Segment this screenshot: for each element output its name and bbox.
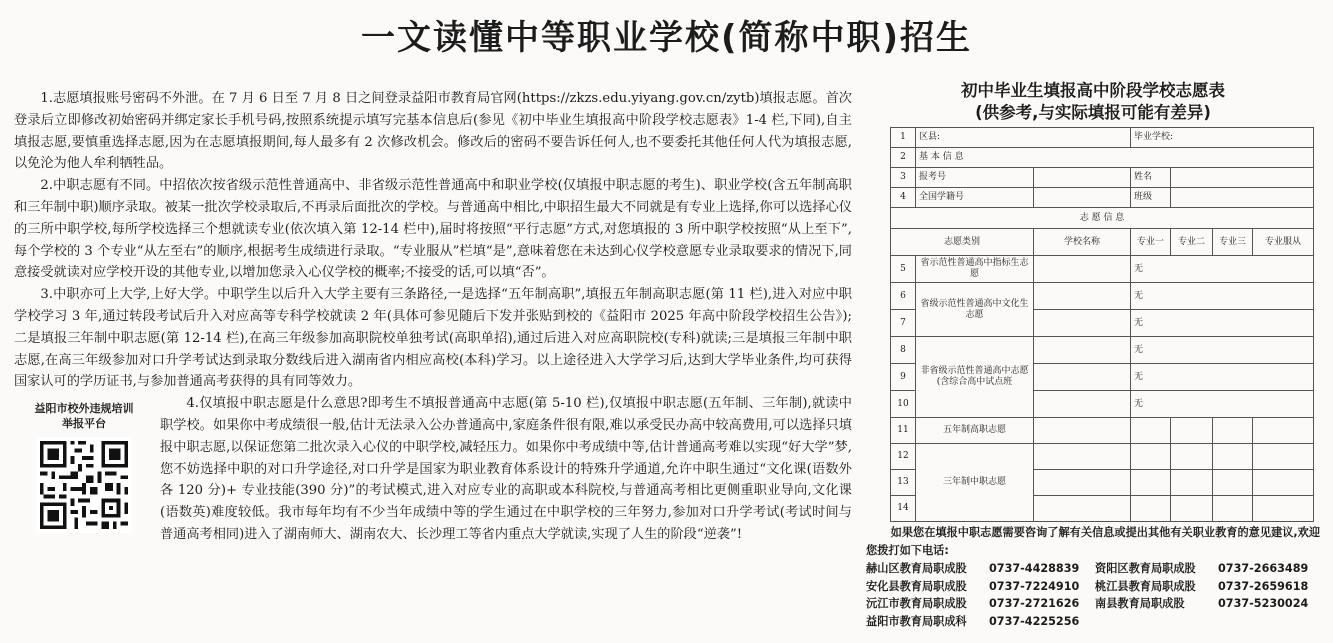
row-number: 11 xyxy=(891,418,916,444)
exam-number-label: 报考号 xyxy=(916,168,1034,188)
major-obey-cell[interactable] xyxy=(1253,496,1314,522)
major-3-cell[interactable] xyxy=(1213,444,1253,470)
contact-office-name: 桃江县教育局职成股 xyxy=(1095,579,1196,593)
category-non-provincial-comprehensive: 非省级示范性普通高中志愿(含综合高中试点班 xyxy=(916,337,1034,418)
table-row xyxy=(891,444,1314,470)
major-obey-cell[interactable] xyxy=(1253,444,1314,470)
school-name-cell[interactable] xyxy=(1034,391,1131,418)
contact-row xyxy=(866,560,1322,578)
row-number: 4 xyxy=(891,188,916,208)
row-number: 8 xyxy=(891,337,916,364)
table-row xyxy=(891,208,1314,229)
category-provincial: 省示范性普通高中指标生志愿 xyxy=(916,256,1034,283)
qr-caption-line1: 益阳市校外违规培训 xyxy=(34,402,134,416)
contact-office-name: 赫山区教育局职成股 xyxy=(866,562,967,575)
major-3-cell[interactable] xyxy=(1213,496,1253,522)
table-row xyxy=(891,128,1314,148)
form-title-line1: 初中毕业生填报高中阶段学校志愿表 xyxy=(961,81,1225,100)
contact-row xyxy=(866,595,1322,613)
contact-row xyxy=(866,578,1322,596)
row-number: 14 xyxy=(891,496,916,522)
table-row xyxy=(891,188,1314,208)
major-3-cell[interactable] xyxy=(1213,418,1253,444)
qr-caption xyxy=(14,401,154,431)
contact-section xyxy=(866,524,1322,630)
row-number: 2 xyxy=(891,148,916,168)
contact-office-name: 益阳市教育局职成科 xyxy=(866,614,967,628)
table-row xyxy=(891,283,1314,310)
contact-phone[interactable]: 0737-2721626 xyxy=(989,597,1080,610)
none-cell: 无 xyxy=(1131,283,1314,310)
school-name-cell[interactable] xyxy=(1034,256,1131,283)
table-row xyxy=(891,418,1314,444)
qr-report-block xyxy=(14,397,154,567)
major-1-cell[interactable] xyxy=(1131,444,1171,470)
row-number: 7 xyxy=(891,310,916,337)
contact-phone[interactable]: 0737-4225256 xyxy=(989,614,1080,628)
header-category: 志愿类别 xyxy=(891,229,1034,256)
contact-phone[interactable]: 0737-7224910 xyxy=(989,579,1080,593)
article-paragraph-4: 4.仅填报中职志愿是什么意思?即考生不填报普通高中志愿(第 5-10 栏),仅填报中职志愿(五年制、三年制),就读中职学校。如果你中考成绩很一般,估计无法录入公办普通高中,家庭条件很有限,难以承受民办高中较高费用,可以选择只填报中职志愿,以保证您第二批次录入心仪的中职学校,减轻压力。如果你中考成绩中等,估计普通高考难以实现“好大学”梦,您不妨选择中职的对口升学途径,对口升学是国家为职业教育体系设计的特殊升学通道,允许中职生通过“文化课(语数外各 120 分)+ 专业技能(390 分)”的考试模式,进入对应专业的高职或本科院校,与普通高考相比更侧重职业导向,文化课(语数英)难度较低。我市每年均有不少当年成绩中等的学生通过在中职学校的三年努力,参加对口升学考试(考试时间与普通高考相同)进入了湖南师大、湖南农大、长沙理工等省内重点大学就读,实现了人生的阶段“逆袭”! xyxy=(160,396,852,542)
row-number: 12 xyxy=(891,444,916,470)
none-cell: 无 xyxy=(1131,256,1314,283)
school-name-cell[interactable] xyxy=(1034,444,1131,470)
major-1-cell[interactable] xyxy=(1131,418,1171,444)
contact-office-name: 安化县教育局职成股 xyxy=(866,579,967,593)
row-number: 9 xyxy=(891,364,916,391)
header-major-2: 专业二 xyxy=(1171,229,1213,256)
major-2-cell[interactable] xyxy=(1171,418,1213,444)
category-three-year: 三年制中职志愿 xyxy=(916,444,1034,522)
class-field[interactable] xyxy=(1171,188,1314,208)
article-body xyxy=(14,88,852,567)
school-name-cell[interactable] xyxy=(1034,496,1131,522)
row-number: 1 xyxy=(891,128,916,148)
article-paragraph-2: 2.中职志愿有不同。中招依次按省级示范性普通高中、非省级示范性普通高中和职业学校(仅填报中职志愿的考生)、职业学校(含五年制高职和三年制中职)顺序录取。被某一批次学校录取后,不再录后面批次的学校。与普通高中相比,中职招生最大不同就是有专业上选择,你可以选择心仪的三所中职学校,每所学校选择三个想就读专业(依次填入第 12-14 栏中),届时将按照“平行志愿”方式,对您填报的 3 所中职学校按照“从上至下”,每个学校的 3 个专业“从左至右”的顺序,根据考生成绩进行录取。“专业服从”栏填“是”,意味着您在未达到心仪学校意愿专业录取要求的情况下,同意接受就读对应学校开设的其他专业,以增加您录入心仪学校的概率;不接受的话,可以填“否”。 xyxy=(14,178,852,281)
table-row xyxy=(891,168,1314,188)
county-field[interactable]: 区县: xyxy=(916,128,1131,148)
none-cell: 无 xyxy=(1131,337,1314,364)
category-non-provincial: 省级示范性普通高中文化生志愿 xyxy=(916,283,1034,337)
school-name-cell[interactable] xyxy=(1034,364,1131,391)
contact-phone[interactable]: 0737-4428839 xyxy=(989,562,1080,575)
table-row xyxy=(891,337,1314,364)
contact-office-name: 资阳区教育局职成股 xyxy=(1095,562,1196,575)
contact-phone[interactable]: 0737-5230024 xyxy=(1218,597,1309,610)
table-header-row xyxy=(891,229,1314,256)
header-school-name: 学校名称 xyxy=(1034,229,1131,256)
page-title: 一文读懂中等职业学校(简称中职)招生 xyxy=(360,18,973,58)
article-paragraph-3: 3.中职亦可上大学,上好大学。中职学生以后升入大学主要有三条路径,一是选择“五年制高职”,填报五年制高职志愿(第 11 栏),进入对应中职学校学习 3 年,通过转段考试后升入对应高等专科学校就读 2 年(具体可参见随后下发并张贴到校的《益阳市 2025 年高中阶段学校招生公告》);二是填报三年制中职志愿(第 12-14 栏),在高三年级参加高职院校单独考试(高职单招),通过后进入对应高职院校(专科)就读;三是填报三年制中职志愿,在高三年级参加对口升学考试达到录取分数线后进入湖南省内相应高校(本科)学习。以上途径进入大学学习后,达到大学毕业条件,均可获得国家认可的学历证书,与参加普通高考获得的具有同等效力。 xyxy=(14,287,852,390)
none-cell: 无 xyxy=(1131,391,1314,418)
contact-phone[interactable]: 0737-2659618 xyxy=(1218,579,1309,593)
none-cell: 无 xyxy=(1131,364,1314,391)
row-number: 6 xyxy=(891,283,916,310)
none-cell: 无 xyxy=(1131,310,1314,337)
school-name-cell[interactable] xyxy=(1034,310,1131,337)
qr-caption-line2: 举报平台 xyxy=(62,417,106,431)
contact-office-name: 沅江市教育局职成股 xyxy=(866,597,967,610)
form-title xyxy=(866,80,1320,124)
header-major-3: 专业三 xyxy=(1213,229,1253,256)
header-major-obey: 专业服从 xyxy=(1253,229,1314,256)
table-row xyxy=(891,256,1314,283)
article-paragraph-1: 1.志愿填报账号密码不外泄。在 7 月 6 日至 7 月 8 日之间登录益阳市教育局官网(https://zkzs.edu.yiyang.gov.cn/zytb)填报志愿。首次登录后立即修改初始密码并绑定家长手机号码,按照系统提示填写完基本信息后(参见《初中毕业生填报高中阶段学校志愿表》1-4 栏,下同),自主填报志愿,要慎重选择志愿,因为在志愿填报期间,每人最多有 2 次修改机会。修改后的密码不要告诉任何人,也不要委托其他任何人代为填报志愿,以免沦为他人牟利牺牲品。 xyxy=(14,91,852,172)
exam-number-field[interactable] xyxy=(1034,168,1131,188)
category-five-year: 五年制高职志愿 xyxy=(916,418,1034,444)
major-1-cell[interactable] xyxy=(1131,496,1171,522)
contact-office-name: 南县教育局职成股 xyxy=(1095,597,1185,610)
table-row xyxy=(891,148,1314,168)
qr-code-icon[interactable] xyxy=(36,437,132,533)
major-2-cell[interactable] xyxy=(1171,444,1213,470)
volunteer-form-section xyxy=(866,80,1320,522)
major-2-cell[interactable] xyxy=(1171,496,1213,522)
basic-info-label: 基 本 信 息 xyxy=(916,148,1314,168)
school-name-cell[interactable] xyxy=(1034,470,1131,496)
student-number-field[interactable] xyxy=(1034,188,1131,208)
class-label: 班级 xyxy=(1131,188,1171,208)
name-label: 姓名 xyxy=(1131,168,1171,188)
row-number: 13 xyxy=(891,470,916,496)
name-field[interactable] xyxy=(1171,168,1314,188)
school-name-cell[interactable] xyxy=(1034,418,1131,444)
student-number-label: 全国学籍号 xyxy=(916,188,1034,208)
contact-intro: 如果您在填报中职志愿需要咨询了解有关信息或提出其他有关职业教育的意见建议,欢迎您拨打如下电话: xyxy=(866,526,1321,557)
volunteer-form-table xyxy=(890,127,1314,522)
row-number: 3 xyxy=(891,168,916,188)
form-title-line2: (供参考,与实际填报可能有差异) xyxy=(975,103,1211,122)
major-1-cell[interactable] xyxy=(1131,470,1171,496)
school-name-cell[interactable] xyxy=(1034,337,1131,364)
major-obey-cell[interactable] xyxy=(1253,470,1314,496)
header-major-1: 专业一 xyxy=(1131,229,1171,256)
major-2-cell[interactable] xyxy=(1171,470,1213,496)
contact-row xyxy=(866,613,1322,631)
contact-phone[interactable]: 0737-2663489 xyxy=(1218,562,1309,575)
school-name-cell[interactable] xyxy=(1034,283,1131,310)
graduate-school-field[interactable]: 毕业学校: xyxy=(1131,128,1314,148)
major-obey-cell[interactable] xyxy=(1253,418,1314,444)
volunteer-info-label: 志 愿 信 息 xyxy=(891,208,1314,229)
major-3-cell[interactable] xyxy=(1213,470,1253,496)
row-number: 10 xyxy=(891,391,916,418)
row-number: 5 xyxy=(891,256,916,283)
